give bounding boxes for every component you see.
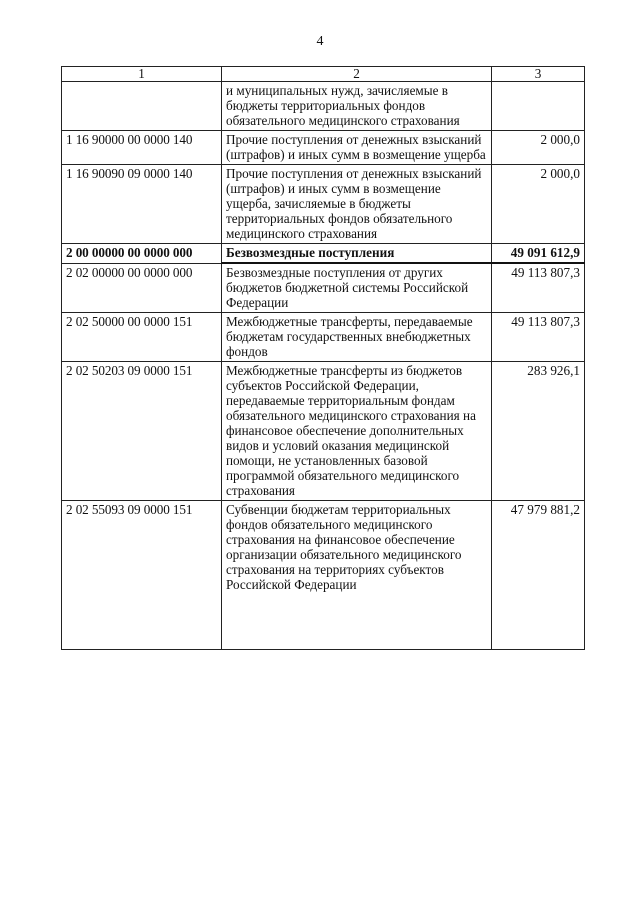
row-description: Безвозмездные поступления от других бюджетов бюджетной системы Российской Федерации <box>222 263 492 313</box>
row-amount: 49 113 807,3 <box>492 263 585 313</box>
budget-revenue-table <box>61 66 585 650</box>
row-description: и муниципальных нужд, зачисляемые в бюджеты территориальных фондов обязательного медицинского страхования <box>222 82 492 131</box>
row-description: Межбюджетные трансферты из бюджетов субъектов Российской Федерации, передаваемые территориальным фондам обязательного медицинского страхования на финансовое обеспечение дополнительных видов и условий оказания медицинской помощи, не установленных базовой программой обязательного медицинского страхования <box>222 362 492 501</box>
row-amount: 283 926,1 <box>492 362 585 501</box>
row-description: Прочие поступления от денежных взысканий (штрафов) и иных сумм в возмещение ущерба <box>222 131 492 165</box>
table-row <box>62 82 585 131</box>
budget-code <box>62 82 222 131</box>
column-header-description: 2 <box>222 67 492 82</box>
budget-code: 2 02 00000 00 0000 000 <box>62 263 222 313</box>
budget-code: 2 02 55093 09 0000 151 <box>62 501 222 650</box>
page-number: 4 <box>316 34 324 49</box>
budget-code: 1 16 90090 09 0000 140 <box>62 165 222 244</box>
row-description: Безвозмездные поступления <box>222 244 492 264</box>
row-description: Межбюджетные трансферты, передаваемые бюджетам государственных внебюджетных фондов <box>222 313 492 362</box>
column-header-amount: 3 <box>492 67 585 82</box>
table-row <box>62 362 585 501</box>
table-row <box>62 263 585 313</box>
table-row <box>62 501 585 650</box>
row-description: Прочие поступления от денежных взысканий (штрафов) и иных сумм в возмещение ущерба, зачисляемые в бюджеты территориальных фондов обязательного медицинского страхования <box>222 165 492 244</box>
row-amount: 49 091 612,9 <box>492 244 585 264</box>
table-row <box>62 131 585 165</box>
row-amount: 49 113 807,3 <box>492 313 585 362</box>
column-header-code: 1 <box>62 67 222 82</box>
budget-code: 1 16 90000 00 0000 140 <box>62 131 222 165</box>
table-header-row <box>62 67 585 82</box>
budget-code: 2 02 50203 09 0000 151 <box>62 362 222 501</box>
row-amount: 47 979 881,2 <box>492 501 585 650</box>
budget-code: 2 02 50000 00 0000 151 <box>62 313 222 362</box>
row-amount <box>492 82 585 131</box>
row-description: Субвенции бюджетам территориальных фондов обязательного медицинского страхования на финансовое обеспечение организации обязательного медицинского страхования на территориях субъектов Российской Федерации <box>222 501 492 650</box>
table-row-total <box>62 244 585 264</box>
row-amount: 2 000,0 <box>492 131 585 165</box>
table-row <box>62 165 585 244</box>
budget-code: 2 00 00000 00 0000 000 <box>62 244 222 264</box>
row-amount: 2 000,0 <box>492 165 585 244</box>
table-row <box>62 313 585 362</box>
